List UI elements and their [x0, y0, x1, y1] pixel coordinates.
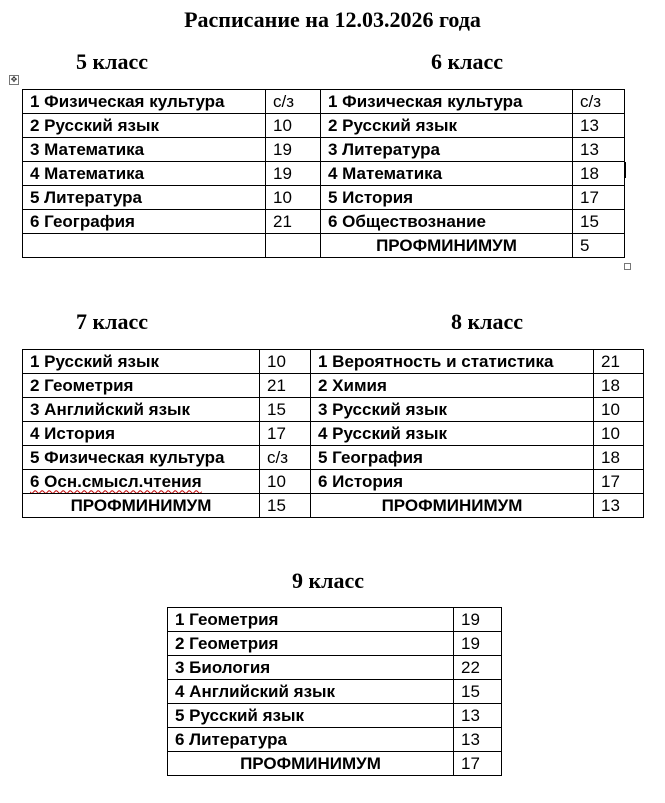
heading-7-class: 7 класс — [76, 309, 149, 334]
subject-cell: 5 История — [321, 186, 573, 210]
room-cell: 10 — [266, 186, 321, 210]
room-cell: 10 — [260, 470, 311, 494]
room-cell: 18 — [594, 446, 644, 470]
room-cell: 13 — [594, 494, 644, 518]
room-cell: 15 — [573, 210, 625, 234]
schedule-table-5-6 — [22, 89, 625, 258]
room-cell: 21 — [266, 210, 321, 234]
subject-cell: 3 Русский язык — [311, 398, 594, 422]
subject-cell: 6 История — [311, 470, 594, 494]
subject-cell: 2 Геометрия — [23, 374, 260, 398]
room-cell: 15 — [260, 398, 311, 422]
table-row — [23, 234, 625, 258]
heading-9-class: 9 класс — [292, 568, 365, 593]
room-cell: 17 — [260, 422, 311, 446]
table-row — [23, 374, 644, 398]
heading-5-class: 5 класс — [76, 49, 149, 74]
room-cell: 19 — [454, 632, 502, 656]
room-cell: с/з — [266, 90, 321, 114]
table-row — [23, 494, 644, 518]
room-cell: 5 — [573, 234, 625, 258]
subject-cell — [23, 234, 266, 258]
table-row — [23, 210, 625, 234]
room-cell: 15 — [454, 680, 502, 704]
room-cell: с/з — [573, 90, 625, 114]
subject-cell: 1 Физическая культура — [321, 90, 573, 114]
profminimum-cell: ПРОФМИНИМУМ — [321, 234, 573, 258]
subject-cell: 2 Химия — [311, 374, 594, 398]
room-cell: 10 — [594, 398, 644, 422]
spellcheck-subject-text: 6 Осн.смысл.чтения — [30, 471, 202, 491]
room-cell: 10 — [260, 350, 311, 374]
room-cell: 17 — [594, 470, 644, 494]
table-row — [23, 186, 625, 210]
subject-cell: 3 Биология — [168, 656, 454, 680]
subject-cell: 4 Математика — [23, 162, 266, 186]
subject-cell: 3 Литература — [321, 138, 573, 162]
subject-cell: 1 Русский язык — [23, 350, 260, 374]
subject-cell: 4 История — [23, 422, 260, 446]
table-row — [23, 422, 644, 446]
room-cell: 21 — [594, 350, 644, 374]
room-cell: 10 — [266, 114, 321, 138]
table-row — [168, 704, 502, 728]
table-row — [23, 138, 625, 162]
subject-cell: 6 География — [23, 210, 266, 234]
subject-cell: 6 Литература — [168, 728, 454, 752]
room-cell: 19 — [454, 608, 502, 632]
schedule-table-9 — [167, 607, 502, 776]
table-row — [168, 680, 502, 704]
room-cell: 19 — [266, 138, 321, 162]
subject-cell: 4 Математика — [321, 162, 573, 186]
room-cell: 17 — [454, 752, 502, 776]
subject-cell: 1 Геометрия — [168, 608, 454, 632]
table-row — [168, 728, 502, 752]
subject-cell: 3 Математика — [23, 138, 266, 162]
subject-cell — [23, 470, 260, 494]
room-cell: 13 — [573, 138, 625, 162]
profminimum-cell: ПРОФМИНИМУМ — [311, 494, 594, 518]
table-row — [23, 470, 644, 494]
room-cell: 18 — [573, 162, 625, 186]
table-row — [23, 446, 644, 470]
room-cell: 13 — [454, 728, 502, 752]
room-cell: с/з — [260, 446, 311, 470]
subject-cell: 4 Русский язык — [311, 422, 594, 446]
table-row — [168, 608, 502, 632]
room-cell: 13 — [573, 114, 625, 138]
room-cell: 13 — [454, 704, 502, 728]
profminimum-cell: ПРОФМИНИМУМ — [168, 752, 454, 776]
room-cell: 21 — [260, 374, 311, 398]
subject-cell: 1 Вероятность и статистика — [311, 350, 594, 374]
table-row — [23, 398, 644, 422]
room-cell: 10 — [594, 422, 644, 446]
subject-cell: 2 Русский язык — [23, 114, 266, 138]
room-cell: 17 — [573, 186, 625, 210]
subject-cell: 5 Русский язык — [168, 704, 454, 728]
table-row — [168, 656, 502, 680]
table-row — [23, 162, 625, 186]
heading-8-class: 8 класс — [451, 309, 524, 334]
table-row — [168, 752, 502, 776]
subject-cell: 1 Физическая культура — [23, 90, 266, 114]
table-move-handle-icon[interactable]: ✥ — [10, 75, 18, 84]
table-row — [23, 114, 625, 138]
subject-cell: 4 Английский язык — [168, 680, 454, 704]
subject-cell: 5 География — [311, 446, 594, 470]
room-cell: 22 — [454, 656, 502, 680]
subject-cell: 2 Геометрия — [168, 632, 454, 656]
text-cursor — [625, 162, 626, 178]
subject-cell: 5 Литература — [23, 186, 266, 210]
table-resize-handle[interactable] — [624, 263, 631, 270]
table-row — [23, 90, 625, 114]
room-cell — [266, 234, 321, 258]
table-row — [23, 350, 644, 374]
room-cell: 15 — [260, 494, 311, 518]
subject-cell: 6 Обществознание — [321, 210, 573, 234]
table-row — [168, 632, 502, 656]
room-cell: 18 — [594, 374, 644, 398]
subject-cell: 5 Физическая культура — [23, 446, 260, 470]
subject-cell: 3 Английский язык — [23, 398, 260, 422]
room-cell: 19 — [266, 162, 321, 186]
page-title: Расписание на 12.03.2026 года — [184, 7, 481, 32]
profminimum-cell: ПРОФМИНИМУМ — [23, 494, 260, 518]
heading-6-class: 6 класс — [431, 49, 504, 74]
subject-cell: 2 Русский язык — [321, 114, 573, 138]
schedule-table-7-8 — [22, 349, 644, 518]
